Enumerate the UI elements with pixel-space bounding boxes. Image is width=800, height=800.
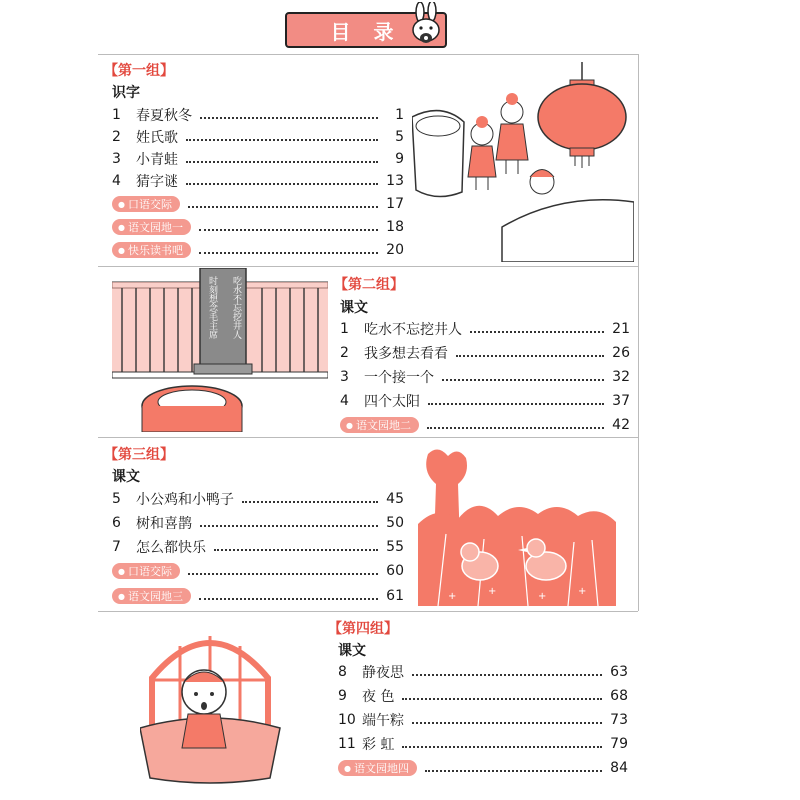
toc-entry[interactable] xyxy=(338,734,628,754)
entry-page: 5 xyxy=(395,129,404,145)
entry-title: 吃水不忘挖井人 xyxy=(364,322,462,338)
divider xyxy=(98,437,638,438)
kids-lantern-illustration xyxy=(412,62,634,262)
entry-number: 3 xyxy=(340,369,349,385)
entry-title: 静夜思 xyxy=(362,665,404,681)
dot-leader xyxy=(470,331,604,333)
extra-badge: ● 口语交际 xyxy=(112,196,180,212)
entry-title: 姓氏歌 xyxy=(136,130,178,146)
toc-entry[interactable] xyxy=(338,686,628,706)
extra-badge: ● 口语交际 xyxy=(112,563,180,579)
dot-leader xyxy=(199,252,378,254)
entry-page: 32 xyxy=(612,369,630,385)
entry-page: 60 xyxy=(386,563,404,579)
dot-leader xyxy=(412,722,602,724)
dot-leader xyxy=(428,403,604,405)
child-window-illustration xyxy=(140,618,290,788)
entry-title: 小公鸡和小鸭子 xyxy=(136,492,234,508)
entry-title: 猜字谜 xyxy=(136,174,178,190)
entry-title: 怎么都快乐 xyxy=(136,540,206,556)
toc-entry[interactable] xyxy=(112,105,404,125)
entry-page: 42 xyxy=(612,417,630,433)
page-title-text: 目 录 xyxy=(330,19,402,44)
entry-title: 一个接一个 xyxy=(364,370,434,386)
toc-extra-entry[interactable] xyxy=(112,217,404,237)
divider xyxy=(98,54,638,55)
toc-entry[interactable] xyxy=(338,710,628,730)
entry-number: 4 xyxy=(340,393,349,409)
entry-number: 5 xyxy=(112,491,121,507)
entry-number: 1 xyxy=(340,321,349,337)
entry-page: 84 xyxy=(610,760,628,776)
dot-leader xyxy=(427,427,604,429)
entry-page: 68 xyxy=(610,688,628,704)
dot-leader xyxy=(425,770,602,772)
dot-leader xyxy=(199,598,378,600)
dot-leader xyxy=(188,573,378,575)
toc-entry[interactable] xyxy=(112,489,404,509)
extra-badge: ● 快乐读书吧 xyxy=(112,242,191,258)
toc-extra-entry[interactable] xyxy=(112,194,404,214)
entry-page: 17 xyxy=(386,196,404,212)
dot-leader xyxy=(242,501,378,503)
dot-leader xyxy=(200,117,378,119)
entry-number: 7 xyxy=(112,539,121,555)
svg-text:+: + xyxy=(578,586,587,597)
stele-inscription: 吃水不忘挖井人 xyxy=(231,276,241,339)
extra-badge: ● 语文园地三 xyxy=(112,588,191,604)
entry-page: 26 xyxy=(612,345,630,361)
toc-entry[interactable] xyxy=(340,319,630,339)
entry-number: 9 xyxy=(338,688,347,704)
svg-text:+: + xyxy=(538,591,547,602)
group-label-1: 【第一组】 xyxy=(104,63,174,79)
entry-page: 45 xyxy=(386,491,404,507)
stele-inscription: 时刻想念毛主席 xyxy=(207,276,217,339)
entry-page: 20 xyxy=(386,242,404,258)
toc-entry[interactable] xyxy=(112,149,404,169)
entry-page: 9 xyxy=(395,151,404,167)
entry-number: 2 xyxy=(340,345,349,361)
dot-leader xyxy=(412,674,602,676)
entry-number: 4 xyxy=(112,173,121,189)
toc-entry[interactable] xyxy=(340,391,630,411)
divider xyxy=(98,266,638,267)
section-label: 课文 xyxy=(340,300,368,316)
toc-extra-entry[interactable] xyxy=(338,758,628,778)
dot-leader xyxy=(200,525,378,527)
group-label-3: 【第三组】 xyxy=(104,447,174,463)
entry-title: 夜 色 xyxy=(362,689,395,705)
divider xyxy=(638,54,639,611)
entry-number: 3 xyxy=(112,151,121,167)
entry-number: 8 xyxy=(338,664,347,680)
entry-title: 端午粽 xyxy=(362,713,404,729)
entry-number: 2 xyxy=(112,129,121,145)
dot-leader xyxy=(188,206,378,208)
entry-page: 18 xyxy=(386,219,404,235)
toc-extra-entry[interactable] xyxy=(340,415,630,435)
entry-page: 13 xyxy=(386,173,404,189)
dot-leader xyxy=(456,355,604,357)
svg-text:+: + xyxy=(448,591,457,602)
entry-title: 树和喜鹊 xyxy=(136,516,192,532)
divider xyxy=(98,611,638,612)
entry-title: 彩 虹 xyxy=(362,737,395,753)
entry-number: 1 xyxy=(112,107,121,123)
entry-page: 73 xyxy=(610,712,628,728)
entry-page: 1 xyxy=(395,107,404,123)
dot-leader xyxy=(214,549,378,551)
dot-leader xyxy=(186,183,378,185)
entry-number: 11 xyxy=(338,736,356,752)
toc-extra-entry[interactable] xyxy=(112,561,404,581)
section-label: 课文 xyxy=(338,643,366,659)
entry-title: 四个太阳 xyxy=(364,394,420,410)
group-label-2: 【第二组】 xyxy=(334,277,404,293)
entry-number: 10 xyxy=(338,712,356,728)
toc-extra-entry[interactable] xyxy=(112,240,404,260)
entry-page: 55 xyxy=(386,539,404,555)
entry-page: 37 xyxy=(612,393,630,409)
bunny-icon xyxy=(402,2,452,50)
section-label: 课文 xyxy=(112,469,140,485)
toc-entry[interactable] xyxy=(112,537,404,557)
entry-title: 我多想去看看 xyxy=(364,346,448,362)
dot-leader xyxy=(402,746,602,748)
entry-number: 6 xyxy=(112,515,121,531)
extra-badge: ● 语文园地四 xyxy=(338,760,417,776)
entry-page: 21 xyxy=(612,321,630,337)
toc-entry[interactable] xyxy=(338,662,628,682)
dot-leader xyxy=(199,229,378,231)
chick-duckling-illustration xyxy=(418,444,616,606)
entry-page: 63 xyxy=(610,664,628,680)
dot-leader xyxy=(442,379,604,381)
entry-title: 小青蛙 xyxy=(136,152,178,168)
entry-title: 春夏秋冬 xyxy=(136,108,192,124)
extra-badge: ● 语文园地一 xyxy=(112,219,191,235)
entry-page: 50 xyxy=(386,515,404,531)
section-label: 识字 xyxy=(112,85,140,101)
toc-extra-entry[interactable] xyxy=(112,586,404,606)
toc-entry[interactable] xyxy=(112,513,404,533)
toc-entry[interactable] xyxy=(112,171,404,191)
well-monument-illustration xyxy=(112,268,328,432)
dot-leader xyxy=(186,161,378,163)
toc-entry[interactable] xyxy=(340,343,630,363)
dot-leader xyxy=(402,698,602,700)
dot-leader xyxy=(186,139,378,141)
entry-page: 61 xyxy=(386,588,404,604)
toc-entry[interactable] xyxy=(112,127,404,147)
svg-text:+: + xyxy=(488,586,497,597)
entry-page: 79 xyxy=(610,736,628,752)
toc-entry[interactable] xyxy=(340,367,630,387)
group-label-4: 【第四组】 xyxy=(328,621,398,637)
extra-badge: ● 语文园地二 xyxy=(340,417,419,433)
